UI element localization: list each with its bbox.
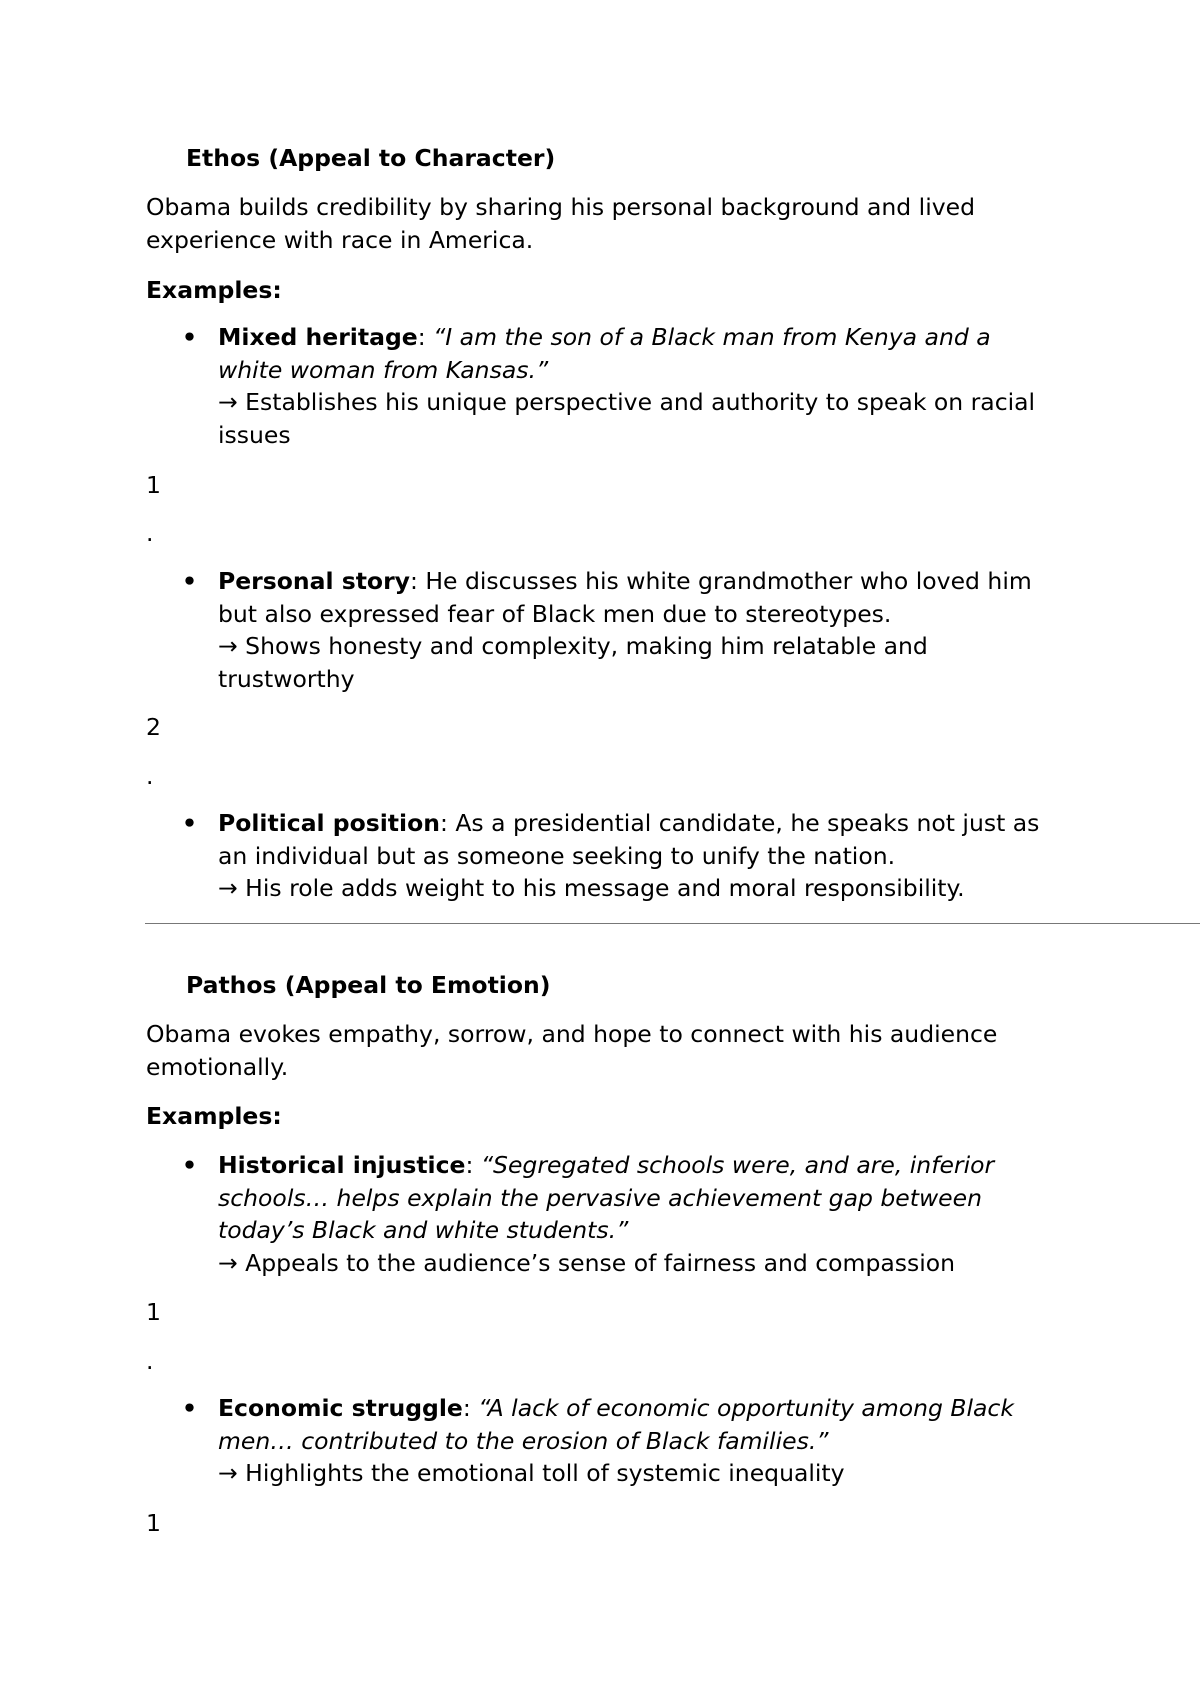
example-quote: “Segregated schools were, and are, inferior schools… helps explain the pervasive achievement gap between today’s Black and white students.” <box>218 1151 995 1244</box>
example-effect: → His role adds weight to his message and moral responsibility. <box>218 874 965 902</box>
example-term: Economic struggle <box>218 1394 463 1422</box>
list-number-dot: . <box>146 762 154 790</box>
term-separator: : <box>417 323 434 351</box>
pathos-intro: Obama evokes empathy, sorrow, and hope to connect with his audience emotionally. <box>146 1020 998 1081</box>
list-number-marker: 1 <box>146 471 161 499</box>
term-separator: : <box>439 809 456 837</box>
bullet-icon: • <box>182 1151 198 1179</box>
example-term: Political position <box>218 809 440 837</box>
bullet-body <box>218 1392 1058 1490</box>
example-effect: → Appeals to the audience’s sense of fairness and compassion <box>218 1248 956 1277</box>
example-text: As a presidential candidate, he speaks not just as an individual but as someone seeking to unify the nation. <box>218 809 1040 870</box>
term-separator: : <box>409 567 426 595</box>
bullet-body <box>218 807 1058 905</box>
pathos-examples-label: Examples: <box>146 1102 282 1130</box>
bullet-icon: • <box>182 809 198 837</box>
example-term: Personal story <box>218 567 410 595</box>
example-text: He discusses his white grandmother who loved him but also expressed fear of Black men due to stereotypes. <box>218 567 1032 628</box>
bullet-body <box>218 565 1058 695</box>
term-separator: : <box>465 1151 481 1179</box>
list-number-dot: . <box>146 1347 154 1375</box>
ethos-heading: Ethos (Appeal to Character) <box>186 144 556 172</box>
bullet-icon: • <box>182 567 198 595</box>
example-effect: → Highlights the emotional toll of systemic inequality <box>218 1459 845 1487</box>
ethos-examples-label: Examples: <box>146 276 282 304</box>
pathos-heading: Pathos (Appeal to Emotion) <box>186 971 551 999</box>
list-number-marker: 1 <box>146 1298 161 1326</box>
bullet-icon: • <box>182 1394 198 1422</box>
example-effect: → Establishes his unique perspective and authority to speak on racial issues <box>218 388 1036 449</box>
bullet-body <box>218 1149 1058 1279</box>
example-quote: “A lack of economic opportunity among Black men… contributed to the erosion of Black families.” <box>218 1394 1014 1455</box>
bullet-body <box>218 321 1058 451</box>
bullet-icon: • <box>182 323 198 351</box>
list-number-marker: 2 <box>146 713 161 741</box>
term-separator: : <box>462 1394 479 1422</box>
example-quote: “I am the son of a Black man from Kenya and a white woman from Kansas.” <box>218 323 991 384</box>
example-effect: → Shows honesty and complexity, making him relatable and trustworthy <box>218 632 928 693</box>
list-number-marker: 1 <box>146 1509 161 1537</box>
ethos-intro: Obama builds credibility by sharing his personal background and lived experience with race in America. <box>146 193 976 254</box>
section-divider <box>145 923 1200 924</box>
example-term: Historical injustice <box>218 1151 466 1179</box>
list-number-dot: . <box>146 519 154 547</box>
example-term: Mixed heritage <box>218 323 418 351</box>
